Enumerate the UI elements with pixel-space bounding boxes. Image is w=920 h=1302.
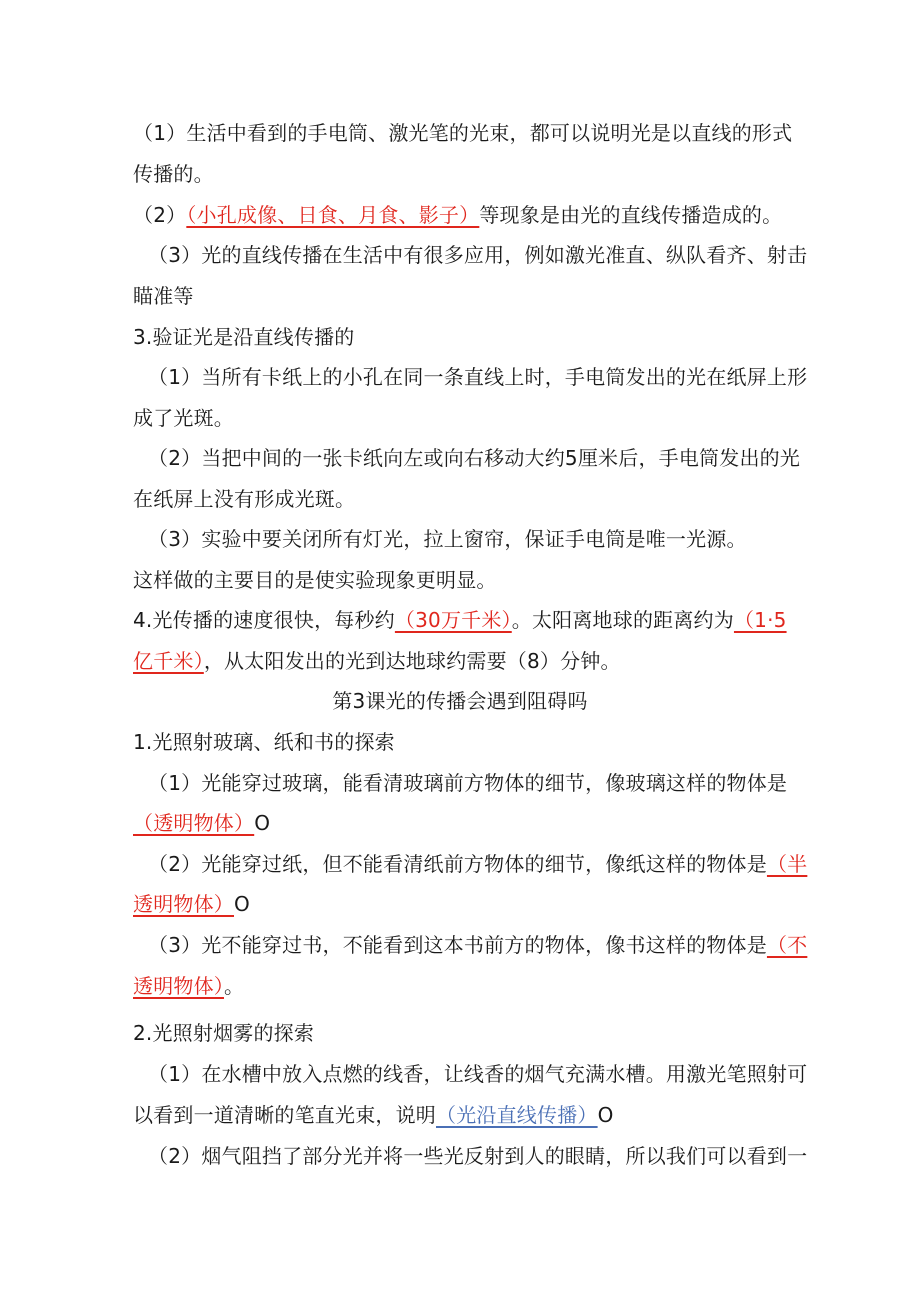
paragraph-line: （2）光能穿过纸，但不能看清纸前方物体的细节，像纸这样的物体是（半 — [148, 852, 808, 876]
answer-blue: （光沿直线传播） — [436, 1103, 598, 1127]
paragraph-line: 亿千米），从太阳发出的光到达地球约需要（8）分钟。 — [133, 649, 621, 673]
paragraph-line: （1）生活中看到的手电筒、激光笔的光束，都可以说明光是以直线的形式 — [133, 121, 793, 145]
paragraph-line: 成了光斑。 — [133, 406, 234, 430]
paragraph-line: （3）实验中要关闭所有灯光，拉上窗帘，保证手电筒是唯一光源。 — [148, 527, 747, 551]
paragraph-line: （2）（小孔成像、日食、月食、影子）等现象是由光的直线传播造成的。 — [133, 203, 783, 227]
paragraph-line: （透明物体）O — [133, 811, 271, 835]
answer-red: （透明物体） — [133, 811, 255, 835]
answer-red: （1·5 — [733, 608, 787, 632]
section-heading: 2.光照射烟雾的探索 — [133, 1021, 315, 1045]
paragraph-line: 4.光传播的速度很快，每秒约（30万千米）。太阳离地球的距离约为（1·5 — [133, 608, 787, 632]
section-heading: 1.光照射玻璃、纸和书的探索 — [133, 730, 395, 754]
paragraph-line: （1）在水槽中放入点燃的线香，让线香的烟气充满水槽。用激光笔照射可 — [148, 1062, 808, 1086]
answer-red: （不 — [766, 933, 808, 957]
paragraph-line: 透明物体）。 — [133, 974, 245, 998]
lesson-title: 第3课光的传播会遇到阻碍吗 — [332, 689, 588, 713]
answer-red: （半 — [766, 852, 808, 876]
paragraph-line: 以看到一道清晰的笔直光束，说明（光沿直线传播）O — [133, 1103, 614, 1127]
answer-red: 透明物体） — [133, 892, 234, 916]
paragraph-line: （3）光的直线传播在生活中有很多应用，例如激光准直、纵队看齐、射击 — [148, 243, 808, 267]
paragraph-line: （2）当把中间的一张卡纸向左或向右移动大约5厘米后，手电筒发出的光 — [148, 446, 801, 470]
paragraph-line: （1）光能穿过玻璃，能看清玻璃前方物体的细节，像玻璃这样的物体是 — [148, 771, 788, 795]
paragraph-line: （2）烟气阻挡了部分光并将一些光反射到人的眼睛，所以我们可以看到一 — [148, 1144, 808, 1168]
paragraph-line: （3）光不能穿过书，不能看到这本书前方的物体，像书这样的物体是（不 — [148, 933, 808, 957]
paragraph-line: （1）当所有卡纸上的小孔在同一条直线上时，手电筒发出的光在纸屏上形 — [148, 365, 808, 389]
answer-red: 亿千米） — [133, 649, 204, 673]
paragraph-line: 在纸屏上没有形成光斑。 — [133, 487, 356, 511]
section-heading: 3.验证光是沿直线传播的 — [133, 325, 355, 349]
paragraph-line: 传播的。 — [133, 162, 214, 186]
paragraph-line: 这样做的主要目的是使实验现象更明显。 — [133, 568, 497, 592]
answer-red: （小孔成像、日食、月食、影子） — [186, 203, 480, 227]
paragraph-line: 透明物体）O — [133, 892, 250, 916]
answer-red: 透明物体） — [133, 974, 224, 998]
paragraph-line: 瞄准等 — [133, 284, 194, 308]
answer-red: （30万千米） — [394, 608, 512, 632]
